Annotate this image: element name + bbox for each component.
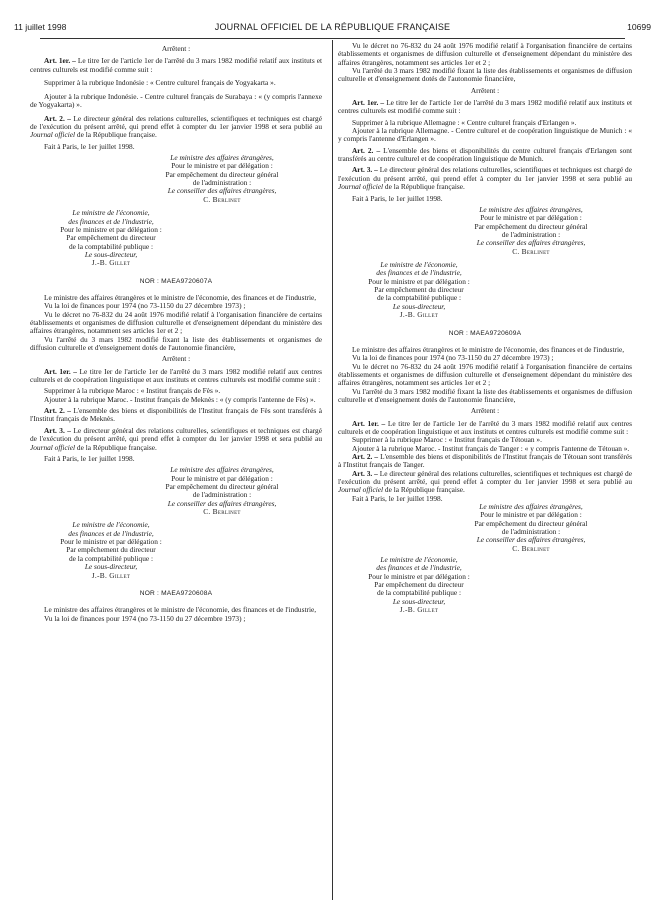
article-1: Art. 1er. – Le titre Ier de l'article 1er de l'arrêté du 3 mars 1982 modifié relatif aux centres culturels et de coopération linguistique et aux instituts et centres culturels est modifié comme suit :: [30, 366, 323, 385]
visa: Vu la loi de finances pour 1974 (no 73-1150 du 27 décembre 1973) ;: [44, 301, 246, 311]
article-2: Art. 2. – L'ensemble des biens et disponibilités de l'Institut français de Tétouan sont transférés à l'Institut français de Tanger.: [338, 451, 632, 470]
signature-economie: Le ministre de l'économie, des finances et de l'industrie, Pour le ministre et par délégation : Par empêchement du directeur de la comptabilité publique : Le sous-directeur, J.-B. Gillet: [368, 260, 470, 320]
left-column: [30, 42, 322, 623]
article-3: Art. 3. – Le directeur général des relations culturelles, scientifiques et techniques est chargé de l'exécution du présent arrêté, qui prend effet à compter du 1er janvier 1998 et sera publié au Journal officiel de la République française.: [30, 425, 322, 452]
fait-line: Fait à Paris, le 1er juillet 1998.: [352, 493, 443, 503]
visa: Vu l'arrêté du 3 mars 1982 modifié fixant la liste des établissements et organismes de diffusion culturelle et d'enseignement dotés de l'autonomie financière,: [338, 66, 632, 84]
right-column: [338, 42, 632, 615]
arrete-heading: Arrêtent :: [470, 406, 500, 416]
article-2: Art. 2. – L'ensemble des biens et disponibilités de l'Institut français de Fès sont transférés à l'Institut français de Meknès.: [30, 406, 322, 424]
article-1: Art. 1er. – Le titre Ier de l'article 1er de l'arrêté du 3 mars 1982 modifié relatif aux instituts et centres culturels est modifié comme suit :: [338, 98, 633, 116]
header-rule: [40, 38, 625, 39]
signature-economie: Le ministre de l'économie, des finances et de l'industrie, Pour le ministre et par délégation : Par empêchement du directeur de la comptabilité publique : Le sous-directeur, J.-B. Gillet: [368, 555, 470, 615]
article-2: Art. 2. – Le directeur général des relations culturelles, scientifiques et techniques est chargé de l'exécution du présent arrêté, qui prend effet à compter du 1er janvier 1998 et sera publié au Journal officiel de la République française.: [30, 113, 322, 140]
paragraph: Ajouter à la rubrique Maroc. - Institut français de Tanger : « y compris l'antenne de Tétouan ».: [352, 443, 630, 453]
visa: Vu le décret no 76-832 du 24 août 1976 modifié relatif à l'organisation financière de certains établissements et organismes de diffusion culturelle et d'enseignement dépendant du ministère des affaires étrangères, notamment ses articles 1er et 2 ;: [30, 309, 322, 336]
arrete-heading: Arrêtent :: [161, 44, 191, 53]
fait-line: Fait à Paris, le 1er juillet 1998.: [44, 453, 135, 463]
column-divider: [332, 40, 333, 900]
article-2: Art. 2. – L'ensemble des biens et disponibilités du centre culturel français d'Erlangen sont transférés au centre culturel et de coopération linguistique de Munich.: [338, 145, 632, 164]
visa: Vu l'arrêté du 3 mars 1982 modifié fixant la liste des établissements et organismes de diffusion culturelle et d'enseignement dotés de l'autonomie financière,: [30, 334, 322, 353]
signature-economie: Le ministre de l'économie, des finances et de l'industrie, Pour le ministre et par délégation : Par empêchement du directeur de la comptabilité publique : Le sous-directeur, J.-B. Gillet: [60, 208, 162, 268]
article-1: Art. 1er. – Le titre Ier de l'article 1er de l'arrêté du 3 mars 1982 modifié relatif aux centres culturels et de coopération linguistique et aux instituts et centres culturels est modifié comme suit :: [338, 418, 633, 436]
visa: Vu la loi de finances pour 1974 (no 73-1150 du 27 décembre 1973) ;: [352, 353, 554, 363]
paragraph: Supprimer à la rubrique Allemagne : « Centre culturel français d'Erlangen ».: [352, 117, 577, 127]
paragraph: Ajouter à la rubrique Maroc. - Institut français de Meknès : « (y compris l'antenne de Fès) ».: [44, 394, 316, 404]
arrete-heading: Arrêtent :: [161, 354, 191, 364]
paragraph: Supprimer à la rubrique Indonésie : « Centre culturel français de Yogyakarta ».: [44, 78, 276, 88]
visa: Vu l'arrêté du 3 mars 1982 modifié fixant la liste des établissements et organismes de diffusion culturelle et d'enseignement dotés de l'autonomie financière,: [338, 386, 632, 404]
paragraph: Supprimer à la rubrique Maroc : « Institut français de Fès ».: [44, 386, 221, 396]
visa: Vu le décret no 76-832 du 24 août 1976 modifié relatif à l'organisation financière de certains établissements et organismes de diffusion culturelle et d'enseignement dépendant du ministère des affaires étrangères, notamment ses articles 1er et 2 ;: [338, 361, 632, 388]
fait-line: Fait à Paris, le 1er juillet 1998.: [352, 193, 443, 203]
journal-title: JOURNAL OFFICIEL DE LA RÉPUBLIQUE FRANÇAISE: [214, 22, 451, 32]
preamble: Le ministre des affaires étrangères et le ministre de l'économie, des finances et de l'industrie,: [44, 293, 317, 302]
nor-reference: NOR : MAEA9720607A: [139, 277, 213, 285]
paragraph: Ajouter à la rubrique Indonésie. - Centre culturel français de Surabaya : « (y compris l'annexe de Yogyakarta) ».: [30, 91, 322, 110]
paragraph: Ajouter à la rubrique Allemagne. - Centre culturel et de coopération linguistique de Munich : « y compris l'antenne d'Erlangen ».: [338, 126, 632, 144]
article-3: Art. 3. – Le directeur général des relations culturelles, scientifiques et techniques est chargé de l'exécution du présent arrêté, qui prend effet à compter du 1er janvier 1998 et sera publié au Journal officiel de la République française.: [338, 165, 632, 192]
visa: Vu le décret no 76-832 du 24 août 1976 modifié relatif à l'organisation financière de certains établissements et organismes de diffusion culturelle et d'enseignement dépendant du ministère des affaires étrangères, notamment ses articles 1er et 2 ;: [338, 41, 632, 67]
signature-economie: Le ministre de l'économie, des finances et de l'industrie, Pour le ministre et par délégation : Par empêchement du directeur de la comptabilité publique : Le sous-directeur, J.-B. Gillet: [60, 520, 162, 580]
article-3: Art. 3. – Le directeur général des relations culturelles, scientifiques et techniques est chargé de l'exécution du présent arrêté, qui prend effet à compter du 1er janvier 1998 et sera publié au Journal officiel de la République française.: [338, 468, 632, 495]
preamble: Le ministre des affaires étrangères et le ministre de l'économie, des finances et de l'industrie,: [44, 605, 317, 615]
paragraph: Supprimer à la rubrique Maroc : « Institut français de Tétouan ».: [352, 435, 542, 445]
signature-affaires-etrangeres: Le ministre des affaires étrangères, Pour le ministre et par délégation : Par empêchement du directeur général de l'administration : Le conseiller des affaires étrangères, C. Berlinet: [474, 204, 588, 256]
nor-reference: NOR : MAEA9720608A: [139, 589, 213, 597]
signature-affaires-etrangeres: Le ministre des affaires étrangères, Pour le ministre et par délégation : Par empêchement du directeur général de l'administration : Le conseiller des affaires étrangères, C. Berlinet: [165, 153, 279, 204]
arrete-heading: Arrêtent :: [470, 85, 500, 95]
page-header: [14, 22, 651, 36]
issue-date: 11 juillet 1998: [14, 22, 67, 32]
page-number: 10699: [627, 22, 651, 32]
signature-affaires-etrangeres: Le ministre des affaires étrangères, Pour le ministre et par délégation : Par empêchement du directeur général de l'administration : Le conseiller des affaires étrangères, C. Berlinet: [165, 465, 279, 516]
visa: Vu la loi de finances pour 1974 (no 73-1150 du 27 décembre 1973) ;: [44, 613, 246, 623]
fait-line: Fait à Paris, le 1er juillet 1998.: [44, 141, 135, 151]
signature-affaires-etrangeres: Le ministre des affaires étrangères, Pour le ministre et par délégation : Par empêchement du directeur général de l'administration : Le conseiller des affaires étrangères, C. Berlinet: [474, 502, 588, 553]
article-1: Art. 1er. – Le titre Ier de l'article 1er de l'arrêté du 3 mars 1982 modifié relatif aux instituts et centres culturels est modifié comme suit :: [30, 56, 322, 74]
nor-reference: NOR : MAEA9720609A: [448, 329, 522, 337]
preamble: Le ministre des affaires étrangères et le ministre de l'économie, des finances et de l'industrie,: [352, 344, 625, 354]
